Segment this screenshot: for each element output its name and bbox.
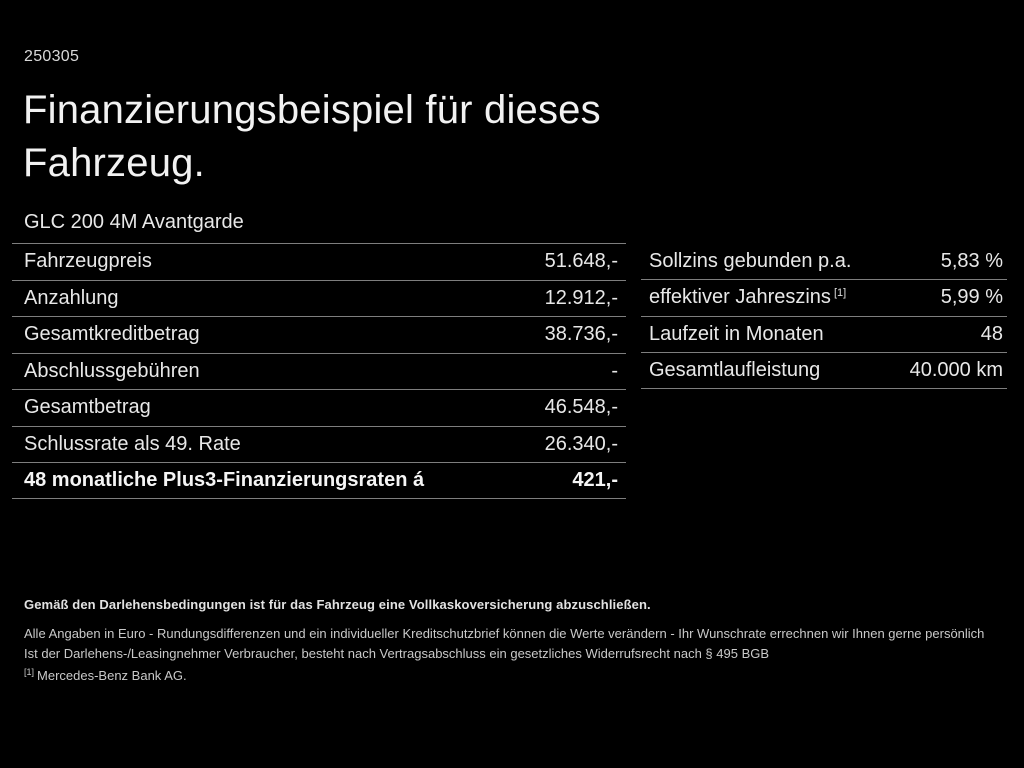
table-row [641,244,1007,280]
page-title [23,84,601,190]
table-row [12,353,626,390]
row-label: Laufzeit in Monaten [649,322,824,345]
row-value: 38.736,- [544,323,618,346]
table-row [641,353,1007,389]
table-row [12,389,626,426]
row-value: 46.548,- [544,396,618,419]
row-label: Gesamtkreditbetrag [24,323,200,346]
row-value: 48 [980,322,1003,345]
row-label: Abschlussgebühren [24,359,200,382]
row-label: Gesamtbetrag [24,396,151,419]
table-row [641,317,1007,353]
row-label: effektiver Jahreszins [1] [649,286,847,309]
row-value: 5,99 % [940,286,1003,309]
row-value: 40.000 km [909,359,1003,382]
table-row [12,280,626,317]
table-row [12,316,626,353]
disclaimer-line: Ist der Darlehens-/Leasingnehmer Verbraucher, besteht nach Vertragsabschluss ein gesetzliches Widerrufsrecht nach § 495 BGB [24,646,770,661]
table-row [12,243,626,280]
conditions-table [641,244,1007,389]
table-row [641,280,1007,316]
row-label: Fahrzeugpreis [24,250,152,273]
insurance-note: Gemäß den Darlehensbedingungen ist für das Fahrzeug eine Vollkaskoversicherung abzuschließen. [24,597,651,612]
row-value: 26.340,- [544,432,618,455]
row-label: Anzahlung [24,286,119,309]
page-title-line1: Finanzierungsbeispiel für dieses [23,88,601,132]
footnotes [24,597,999,684]
footnote-text: Mercedes-Benz Bank AG. [37,668,187,683]
row-label: Schlussrate als 49. Rate [24,432,241,455]
table-row [12,426,626,463]
footnote-reference [24,668,999,684]
row-label: 48 monatliche Plus3-Finanzierungsraten á [24,468,425,491]
table-row-monthly-rate [12,462,626,499]
vehicle-model: GLC 200 4M Avantgarde [24,211,244,233]
row-value: 51.648,- [544,250,618,273]
offer-code: 250305 [24,48,80,65]
disclaimer-line: Alle Angaben in Euro - Rundungsdifferenzen und ein individueller Kreditschutzbrief können die Werte verändern - Ihr Wunschrate errechnen wir Ihnen gerne persönlich [24,626,985,641]
footnote-marker: [1] [833,286,847,299]
row-label: Gesamtlaufleistung [649,359,821,382]
row-value: 12.912,- [544,286,618,309]
row-value: 5,83 % [940,250,1003,273]
financing-details-table [12,243,626,499]
row-value: 421,- [572,468,618,491]
row-label: Sollzins gebunden p.a. [649,250,852,273]
page-title-line2: Fahrzeug. [23,141,205,185]
footnote-marker: [1] [24,666,35,677]
row-value: - [611,359,618,382]
